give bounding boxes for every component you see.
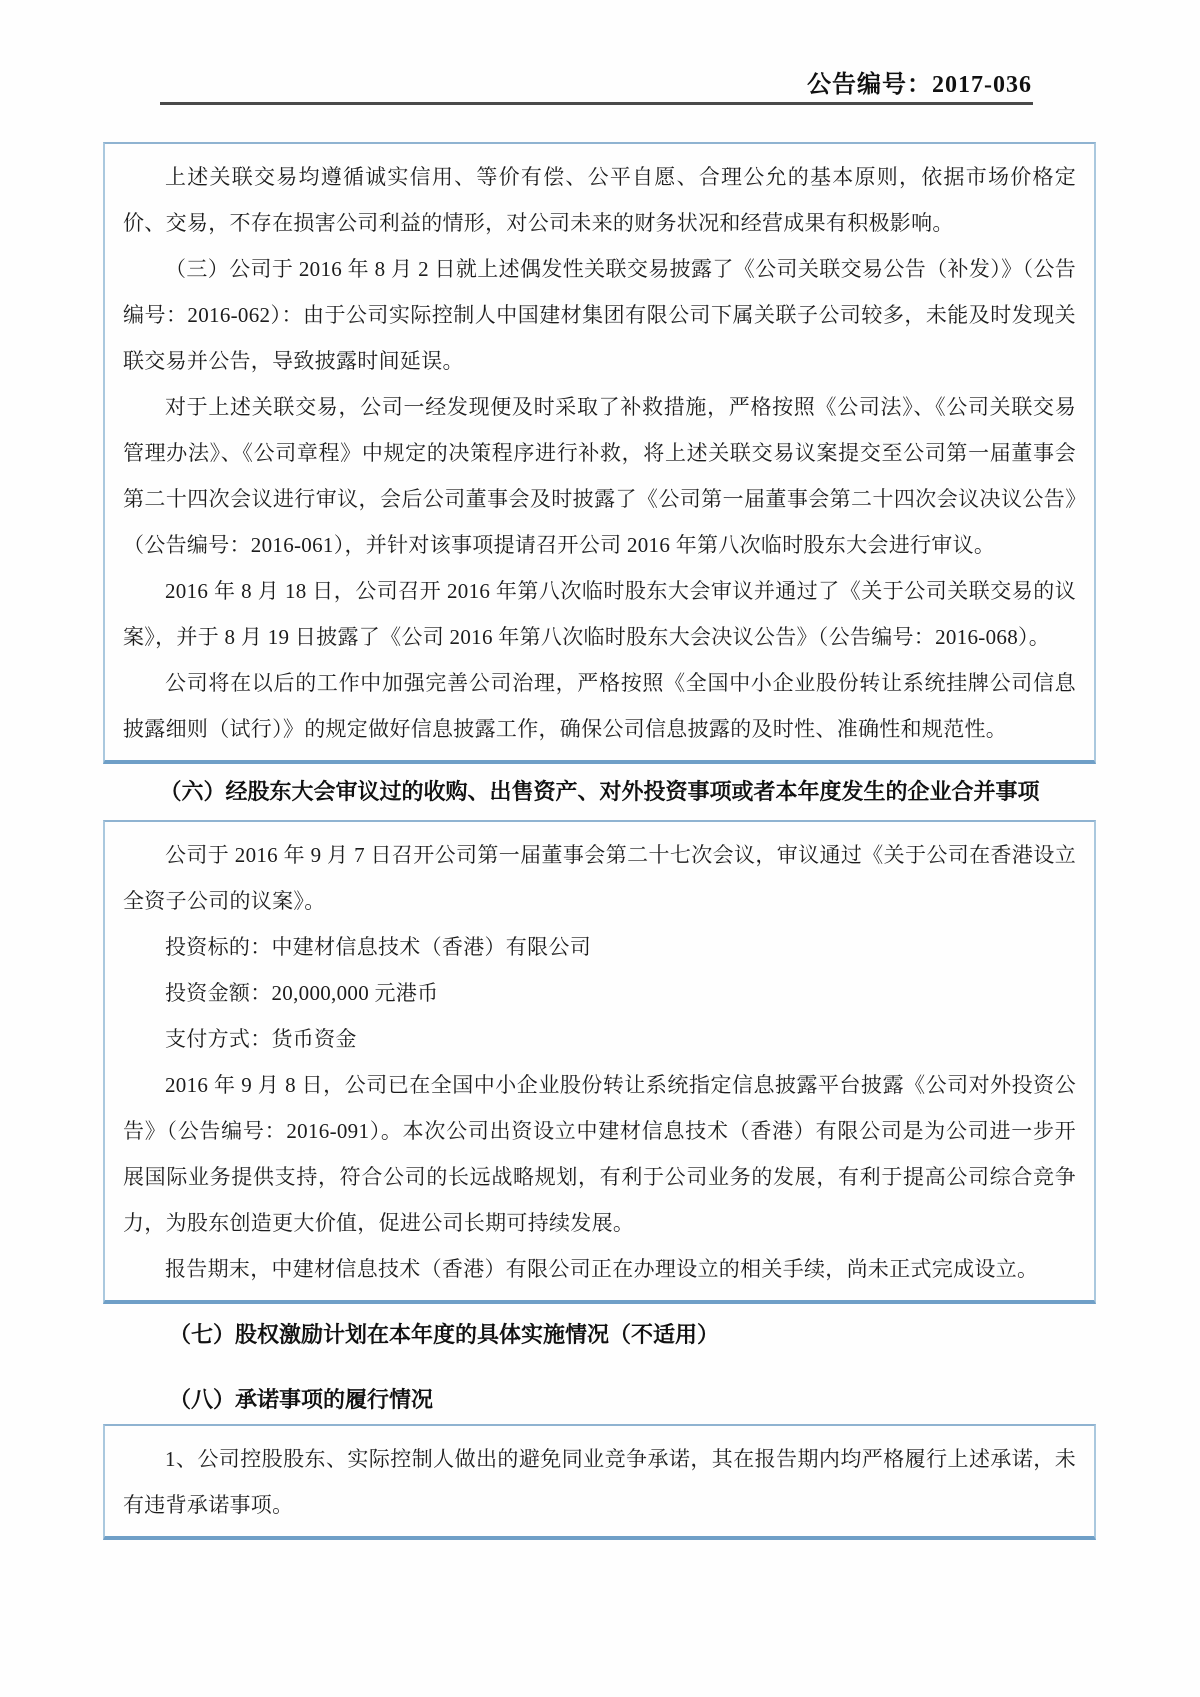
paragraph: 对于上述关联交易，公司一经发现便及时采取了补救措施，严格按照《公司法》、《公司关联交易管理办法》、《公司章程》中规定的决策程序进行补救，将上述关联交易议案提交至公司第一届董事会第二十四次会议进行审议，会后公司董事会及时披露了《公司第一届董事会第二十四次会议决议公告》（公告编号：2016-061），并针对该事项提请召开公司 2016 年第八次临时股东大会进行审议。 [123, 395, 1076, 557]
section-heading-eight: （八）承诺事项的履行情况 [169, 1387, 434, 1412]
paragraph: 投资金额：20,000,000 元港币 [165, 981, 439, 1005]
announcement-number: 公告编号：2017-036 [807, 72, 1032, 98]
investment-section-box [103, 820, 1096, 1304]
commitments-section-box [103, 1424, 1096, 1540]
section-heading-seven: （七）股权激励计划在本年度的具体实施情况（不适用） [169, 1322, 720, 1347]
paragraph: 公司将在以后的工作中加强完善公司治理，严格按照《全国中小企业股份转让系统挂牌公司信息披露细则（试行）》的规定做好信息披露工作，确保公司信息披露的及时性、准确性和规范性。 [123, 671, 1076, 741]
paragraph: 公司于 2016 年 9 月 7 日召开公司第一届董事会第二十七次会议，审议通过《关于公司在香港设立全资子公司的议案》。 [123, 843, 1076, 913]
paragraph: （三）公司于 2016 年 8 月 2 日就上述偶发性关联交易披露了《公司关联交易公告（补发）》（公告编号：2016-062）：由于公司实际控制人中国建材集团有限公司下属关联子公司较多，未能及时发现关联交易并公告，导致披露时间延误。 [123, 257, 1076, 373]
paragraph: 上述关联交易均遵循诚实信用、等价有偿、公平自愿、合理公允的基本原则，依据市场价格定价、交易，不存在损害公司利益的情形，对公司未来的财务状况和经营成果有积极影响。 [123, 165, 1076, 235]
paragraph: 1、公司控股股东、实际控制人做出的避免同业竞争承诺，其在报告期内均严格履行上述承诺，未有违背承诺事项。 [123, 1447, 1076, 1517]
paragraph: 支付方式：货币资金 [165, 1027, 357, 1051]
paragraph: 投资标的：中建材信息技术（香港）有限公司 [165, 935, 591, 959]
section-heading-six: （六）经股东大会审议过的收购、出售资产、对外投资事项或者本年度发生的企业合并事项 [159, 779, 1040, 804]
paragraph: 2016 年 9 月 8 日，公司已在全国中小企业股份转让系统指定信息披露平台披露《公司对外投资公告》（公告编号：2016-091）。本次公司出资设立中建材信息技术（香港）有限公司是为公司进一步开展国际业务提供支持，符合公司的长远战略规划，有利于公司业务的发展，有利于提高公司综合竞争力，为股东创造更大价值，促进公司长期可持续发展。 [123, 1073, 1076, 1235]
header-divider-rule [160, 102, 1033, 105]
paragraph: 2016 年 8 月 18 日，公司召开 2016 年第八次临时股东大会审议并通过了《关于公司关联交易的议案》，并于 8 月 19 日披露了《公司 2016 年第八次临时股东大会决议公告》（公告编号：2016-068）。 [123, 579, 1076, 649]
paragraph: 报告期末，中建材信息技术（香港）有限公司正在办理设立的相关手续，尚未正式完成设立。 [165, 1257, 1039, 1281]
related-transactions-section-box [103, 142, 1096, 764]
